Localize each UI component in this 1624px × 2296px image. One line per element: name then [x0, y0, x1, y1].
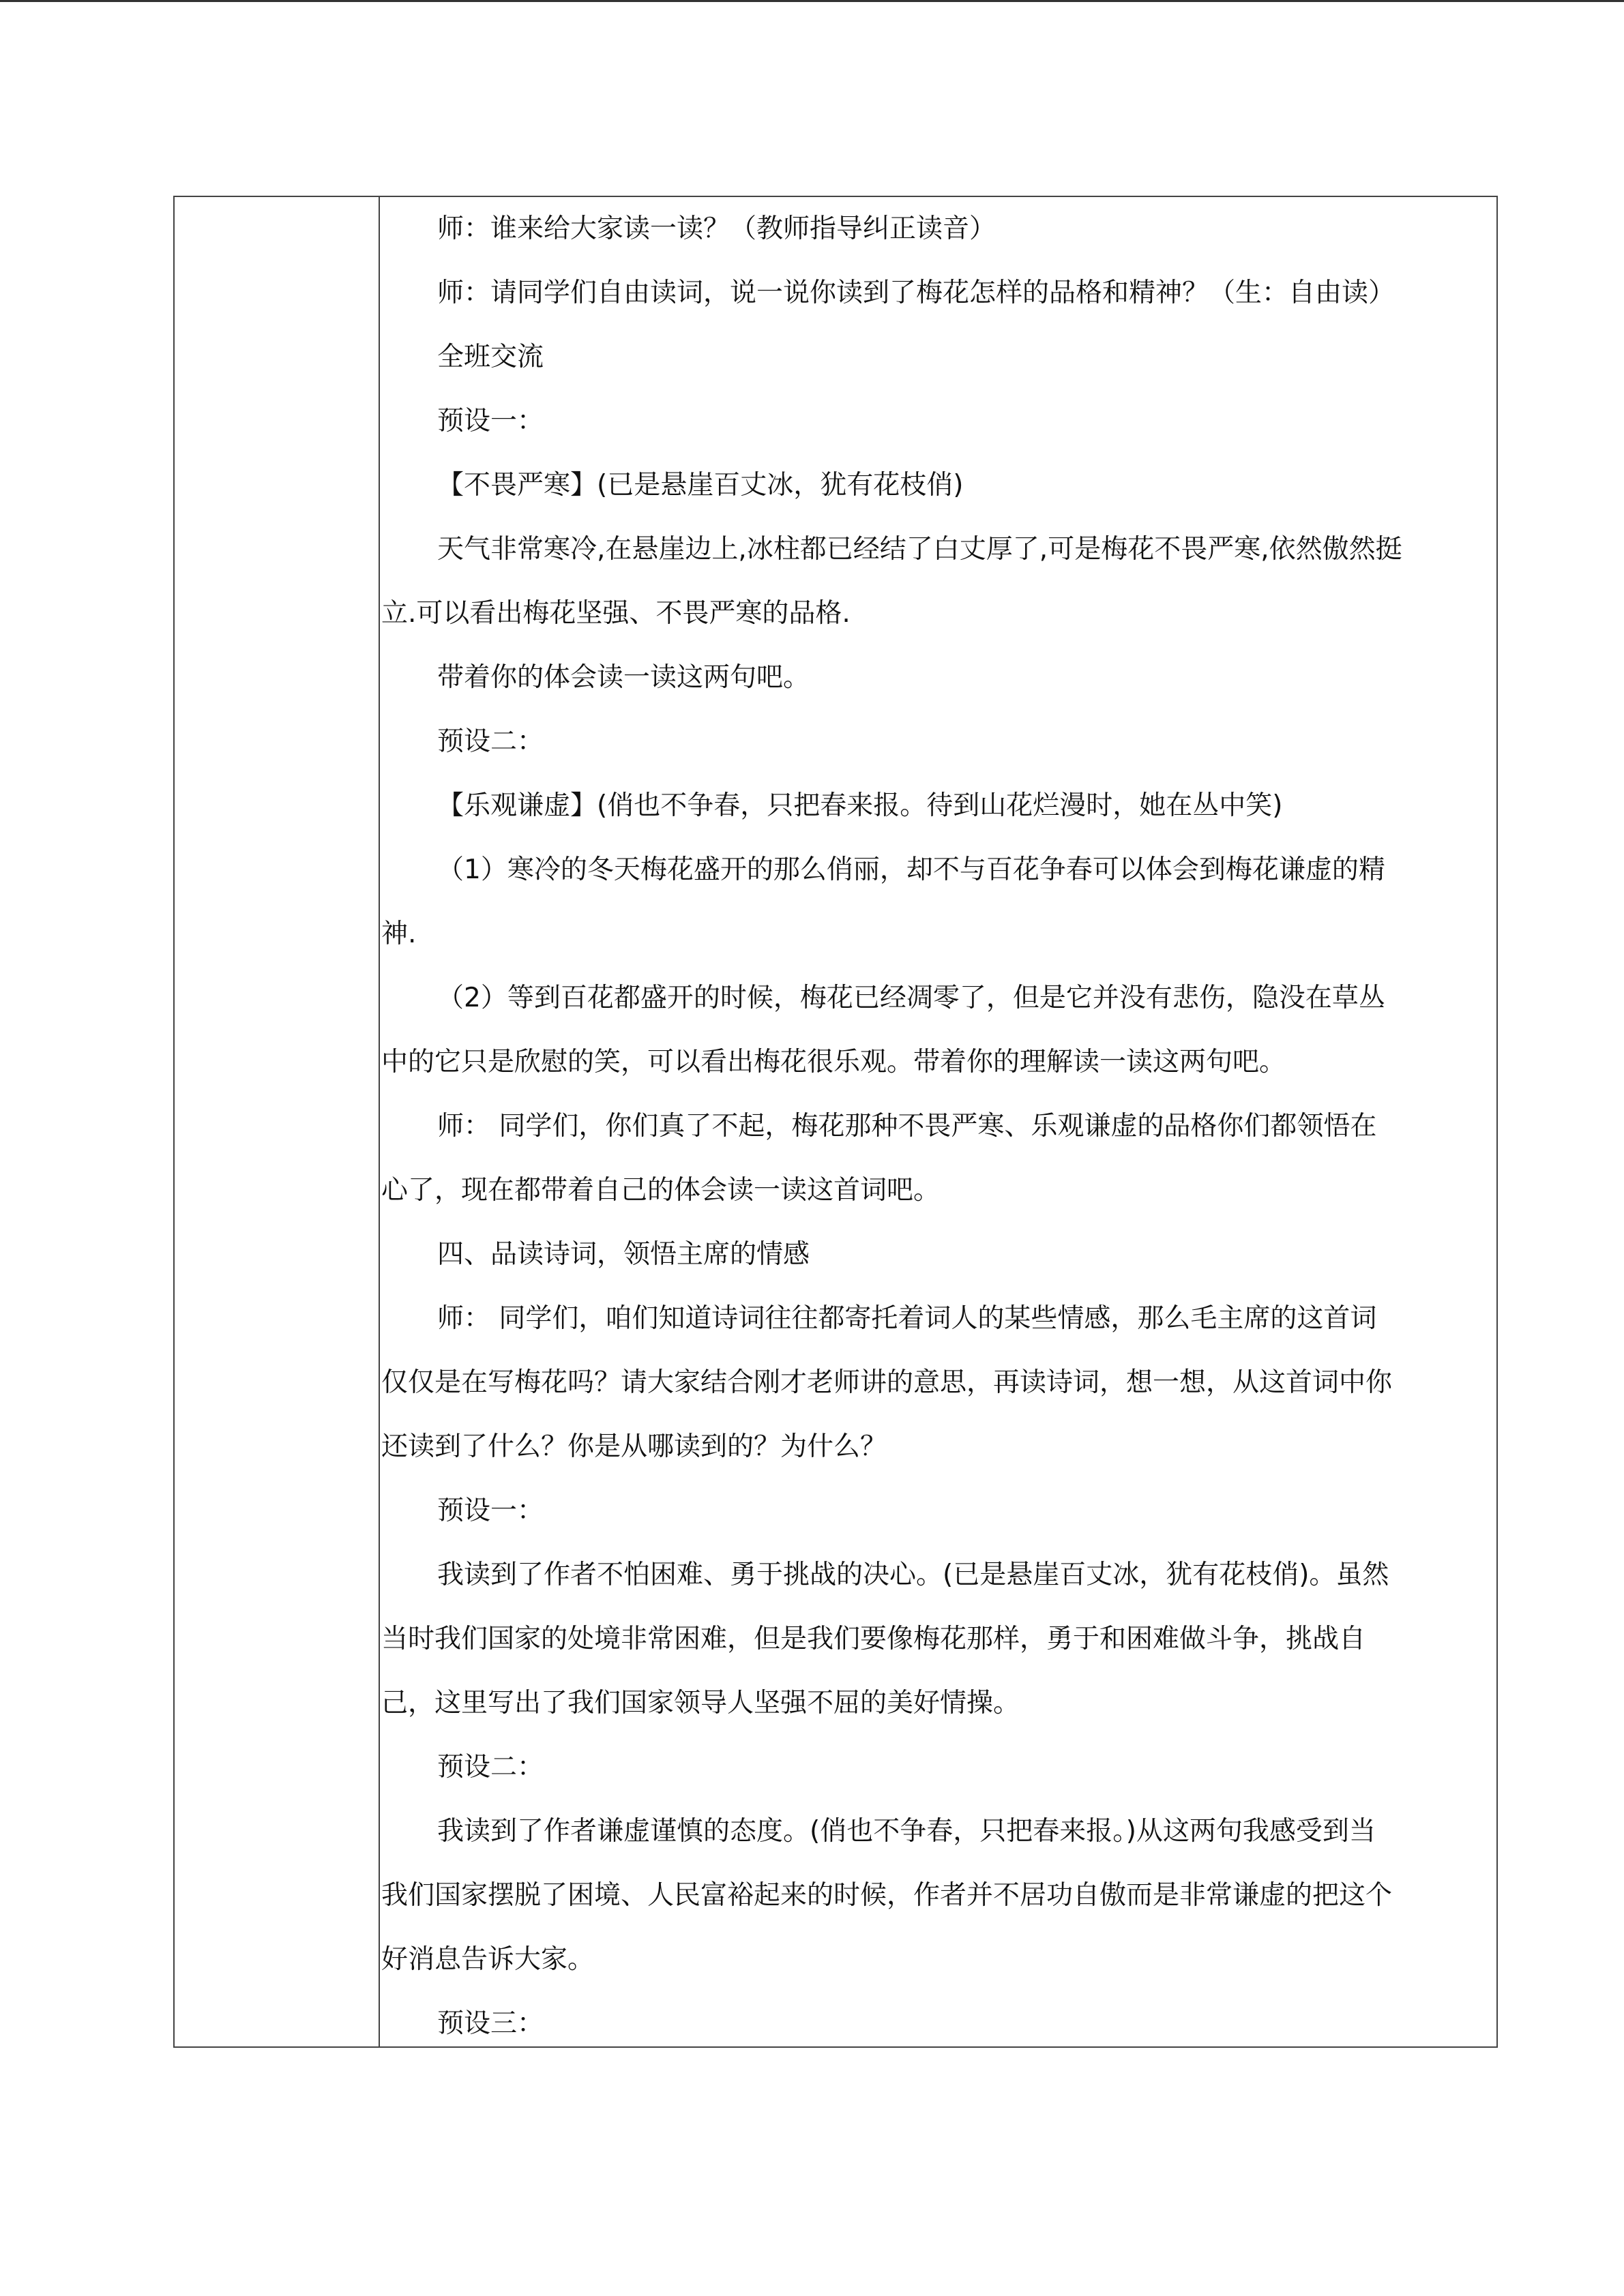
paragraph-17-line-1: 我读到了作者谦虚谨慎的态度。(俏也不争春，只把春来报。)从这两句我感受到当 — [437, 1816, 1376, 1847]
page-top-border — [0, 0, 1624, 2]
paragraph-1: 师：谁来给大家读一读？（教师指导纠正读音） — [437, 213, 996, 244]
section-heading-4: 四、品读诗词，领悟主席的情感 — [437, 1239, 810, 1270]
paragraph-16: 预设二： — [437, 1752, 544, 1783]
paragraph-5: 【不畏严寒】(已是悬崖百丈冰，犹有花枝俏) — [437, 470, 964, 501]
paragraph-14: 预设一： — [437, 1495, 544, 1526]
paragraph-4: 预设一： — [437, 406, 544, 436]
paragraph-18: 预设三： — [437, 2008, 544, 2039]
paragraph-12-line-2: 心了，现在都带着自己的体会读一读这首词吧。 — [381, 1175, 941, 1206]
paragraph-2: 师：请同学们自由读词，说一说你读到了梅花怎样的品格和精神？（生：自由读） — [437, 278, 1396, 308]
paragraph-12-line-1: 师： 同学们，你们真了不起，梅花那种不畏严寒、乐观谦虚的品格你们都领悟在 — [437, 1111, 1377, 1142]
paragraph-13-line-3: 还读到了什么？你是从哪读到的？为什么？ — [381, 1431, 887, 1462]
content-cell — [380, 197, 1496, 2046]
paragraph-15-line-3: 己，这里写出了我们国家领导人坚强不屈的美好情操。 — [381, 1688, 1020, 1718]
paragraph-15-line-1: 我读到了作者不怕困难、勇于挑战的决心。(已是悬崖百丈冰，犹有花枝俏)。虽然 — [437, 1560, 1389, 1590]
paragraph-6-line-1: 天气非常寒冷,在悬崖边上,冰柱都已经结了白丈厚了,可是梅花不畏严寒,依然傲然挺 — [437, 534, 1402, 565]
paragraph-17-line-2: 我们国家摆脱了困境、人民富裕起来的时候，作者并不居功自傲而是非常谦虚的把这个 — [381, 1880, 1393, 1911]
paragraph-10-line-2: 神. — [381, 919, 417, 949]
paragraph-11-line-2: 中的它只是欣慰的笑，可以看出梅花很乐观。带着你的理解读一读这两句吧。 — [381, 1047, 1286, 1077]
paragraph-17-line-3: 好消息告诉大家。 — [381, 1944, 595, 1975]
paragraph-7: 带着你的体会读一读这两句吧。 — [437, 662, 810, 693]
paragraph-6-line-2: 立.可以看出梅花坚强、不畏严寒的品格. — [381, 598, 851, 629]
label-cell — [175, 197, 379, 2046]
paragraph-9: 【乐观谦虚】(俏也不争春，只把春来报。待到山花烂漫时，她在丛中笑) — [437, 790, 1283, 821]
lesson-plan-table — [173, 196, 1498, 2048]
paragraph-13-line-2: 仅仅是在写梅花吗？请大家结合刚才老师讲的意思，再读诗词，想一想，从这首词中你 — [381, 1367, 1393, 1398]
paragraph-11-line-1: （2）等到百花都盛开的时候，梅花已经凋零了，但是它并没有悲伤，隐没在草丛 — [437, 983, 1385, 1013]
paragraph-15-line-2: 当时我们国家的处境非常困难，但是我们要像梅花那样，勇于和困难做斗争，挑战自 — [381, 1624, 1366, 1654]
paragraph-3: 全班交流 — [437, 342, 544, 372]
paragraph-13-line-1: 师： 同学们，咱们知道诗词往往都寄托着词人的某些情感，那么毛主席的这首词 — [437, 1303, 1377, 1334]
paragraph-8: 预设二： — [437, 726, 544, 757]
paragraph-10-line-1: （1）寒冷的冬天梅花盛开的那么俏丽，却不与百花争春可以体会到梅花谦虚的精 — [437, 854, 1385, 885]
